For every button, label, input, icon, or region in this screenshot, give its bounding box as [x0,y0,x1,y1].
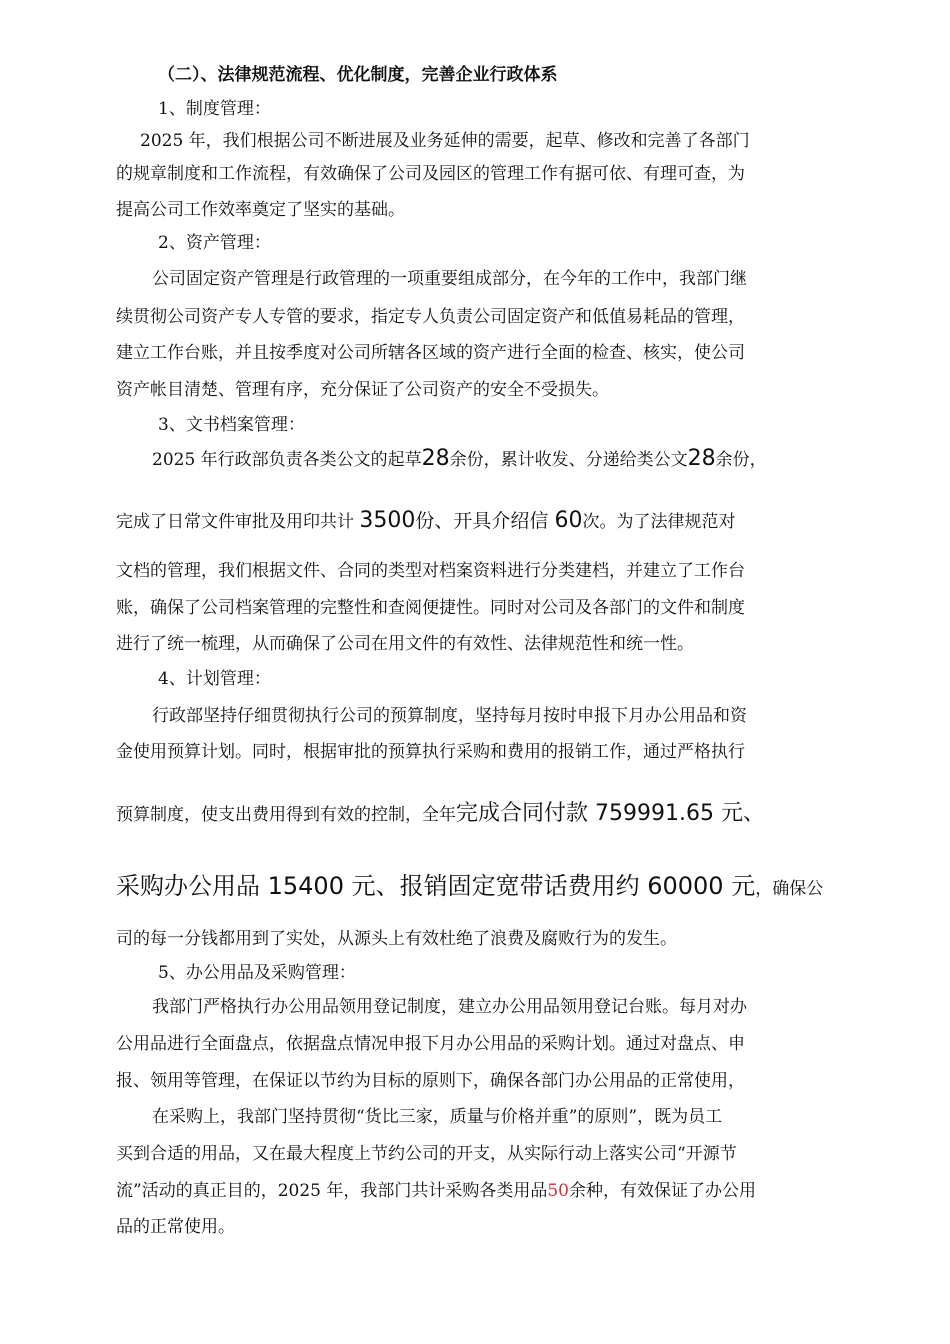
text: 余种，有效保证了办公用 [569,1181,756,1201]
purchase-amounts: 采购办公用品 15400 元、报销固定宽带话费用约 60000 元 [116,872,756,900]
item-1-line-1: 2025 年，我们根据公司不断进展及业务延伸的需要，起草、修改和完善了各部门 [140,131,750,151]
item-4-line-5: 司的每一分钱都用到了实处，从源头上有效杜绝了浪费及腐败行为的发生。 [116,929,677,949]
item-1-line-2: 的规章制度和工作流程，有效确保了公司及园区的管理工作有据可依、有理可查，为 [116,164,745,184]
item-3-line-2 [116,508,836,535]
item-4-line-4 [116,870,836,905]
text: 完成了日常文件审批及用印共计 [116,512,360,532]
item-5-line-7: 品的正常使用。 [116,1217,235,1237]
number-28: 28 [687,446,716,471]
item-3-line-3: 文档的管理，我们根据文件、合同的类型对档案资料进行分类建档，并建立了工作台 [116,561,745,581]
item-3-line-5: 进行了统一梳理，从而确保了公司在用文件的有效性、法律规范性和统一性。 [116,634,694,654]
number-60: 60 [554,508,583,533]
item-2-line-4: 资产帐目清楚、管理有序，充分保证了公司资产的安全不受损失。 [116,380,609,400]
number-3500: 3500 [359,508,416,533]
text: 2025 年行政部负责各类公文的起草 [152,450,422,470]
text: 预算制度，使支出费用得到有效的控制，全年 [116,805,456,825]
text: 余份， [715,450,767,470]
item-4-title: 4、计划管理： [158,669,271,689]
item-3-line-1 [152,446,872,473]
item-2-line-3: 建立工作台账，并且按季度对公司所辖各区域的资产进行全面的检查、核实，使公司 [116,343,745,363]
item-5-line-6 [116,1180,836,1202]
item-5-line-1: 我部门严格执行办公用品领用登记制度，建立办公用品领用登记台账。每月对办 [152,997,747,1017]
item-5-line-3: 报、领用等管理，在保证以节约为目标的原则下，确保各部门办公用品的正常使用， [116,1071,745,1091]
item-3-title: 3、文书档案管理： [158,415,305,435]
item-1-line-3: 提高公司工作效率奠定了坚实的基础。 [116,200,405,220]
number-28: 28 [421,446,450,471]
item-4-line-3 [116,800,836,829]
item-2-line-1: 公司固定资产管理是行政管理的一项重要组成部分，在今年的工作中，我部门继 [152,269,747,289]
text: 流”活动的真正目的，2025 年，我部门共计采购各类用品 [116,1181,548,1201]
text: ，确保公 [755,879,824,899]
item-5-line-4: 在采购上，我部门坚持贯彻“货比三家，质量与价格并重”的原则”，既为员工 [152,1107,723,1127]
text: 份、开具介绍信 [415,510,555,532]
item-3-line-4: 账，确保了公司档案管理的完整性和查阅便捷性。同时对公司及各部门的文件和制度 [116,598,745,618]
text: 余份，累计收发、分递给类公文 [449,450,688,470]
item-4-line-2: 金使用预算计划。同时，根据审批的预算执行采购和费用的报销工作，通过严格执行 [116,742,745,762]
item-2-line-2: 续贯彻公司资产专人专管的要求，指定专人负责公司固定资产和低值易耗品的管理， [116,307,745,327]
section-heading: （二）、法律规范流程、优化制度，完善企业行政体系 [158,65,558,85]
payment-amount: 完成合同付款 759991.65 元、 [456,801,765,826]
item-4-line-1: 行政部坚持仔细贯彻执行公司的预算制度，坚持每月按时申报下月办公用品和资 [152,706,747,726]
text: 次。为了法律规范对 [582,512,736,532]
item-5-line-2: 公用品进行全面盘点，依据盘点情况申报下月办公用品的采购计划。通过对盘点、申 [116,1034,745,1054]
number-50: 50 [547,1181,569,1201]
item-5-title: 5、办公用品及采购管理： [158,963,356,983]
item-5-line-5: 买到合适的用品，又在最大程度上节约公司的开支，从实际行动上落实公司“开源节 [116,1144,737,1164]
item-2-title: 2、资产管理： [158,233,271,253]
item-1-title: 1、制度管理： [158,99,271,119]
